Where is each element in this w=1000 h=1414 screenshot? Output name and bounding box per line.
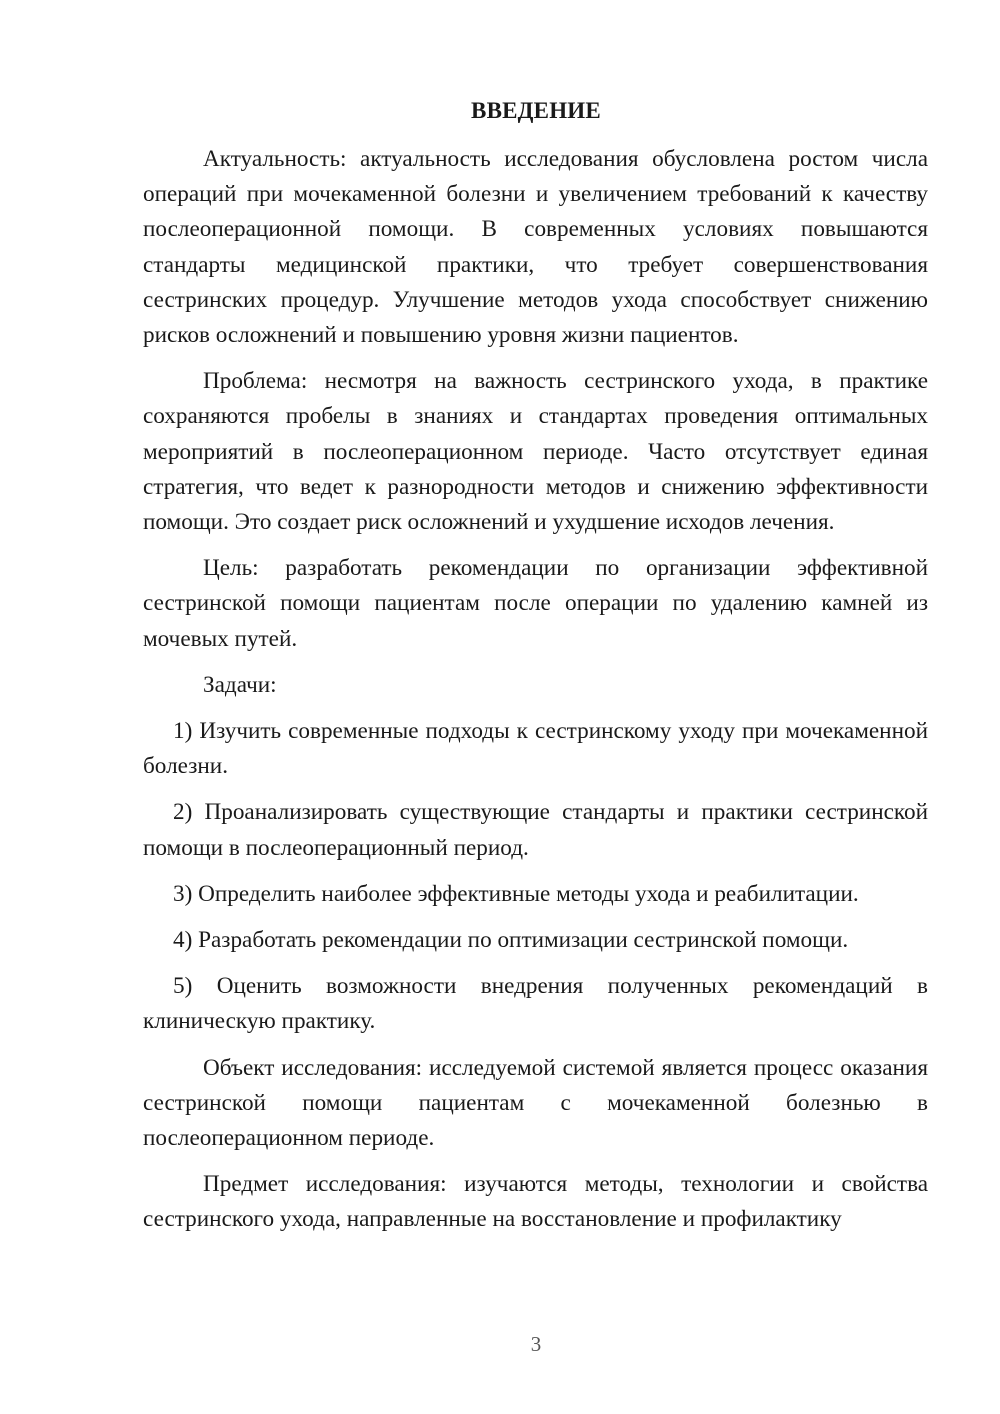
paragraph-goal: Цель: разработать рекомендации по организации эффективной сестринской помощи пациентам после операции по удалению камней из мочевых путей.	[143, 555, 928, 652]
tasks-label: Задачи:	[203, 671, 277, 698]
task-item-1: 1) Изучить современные подходы к сестринскому уходу при мочекаменной болезни.	[143, 718, 928, 780]
task-item-4: 4) Разработать рекомендации по оптимизации сестринской помощи.	[173, 927, 849, 954]
page-number: 3	[530, 1332, 542, 1356]
task-item-5: 5) Оценить возможности внедрения полученных рекомендаций в клиническую практику.	[143, 973, 928, 1035]
paragraph-relevance: Актуальность: актуальность исследования обусловлена ростом числа операций при мочекаменной болезни и увеличением требований к качеству послеоперационной помощи. В современных условиях повышаются стандарты медицинской практики, что требует совершенствования сестринских процедур. Улучшение методов ухода способствует снижению рисков осложнений и повышению уровня жизни пациентов.	[143, 146, 928, 349]
paragraph-object: Объект исследования: исследуемой системой является процесс оказания сестринской помощи пациентам с мочекаменной болезнью в послеоперационном периоде.	[143, 1054, 928, 1152]
task-item-2: 2) Проанализировать существующие стандарты и практики сестринской помощи в послеоперационный период.	[143, 799, 928, 861]
section-heading: ВВЕДЕНИЕ	[471, 98, 601, 123]
document-body	[143, 142, 928, 1238]
paragraph-problem: Проблема: несмотря на важность сестринского ухода, в практике сохраняются пробелы в знаниях и стандартах проведения оптимальных мероприятий в послеоперационном периоде. Часто отсутствует единая стратегия, что ведет к разнородности методов и снижению эффективности помощи. Это создает риск осложнений и ухудшение исходов лечения.	[143, 368, 928, 536]
task-item-3: 3) Определить наиболее эффективные методы ухода и реабилитации.	[173, 880, 859, 907]
paragraph-subject: Предмет исследования: изучаются методы, технологии и свойства сестринского ухода, направленные на восстановление и профилактику	[143, 1171, 928, 1233]
